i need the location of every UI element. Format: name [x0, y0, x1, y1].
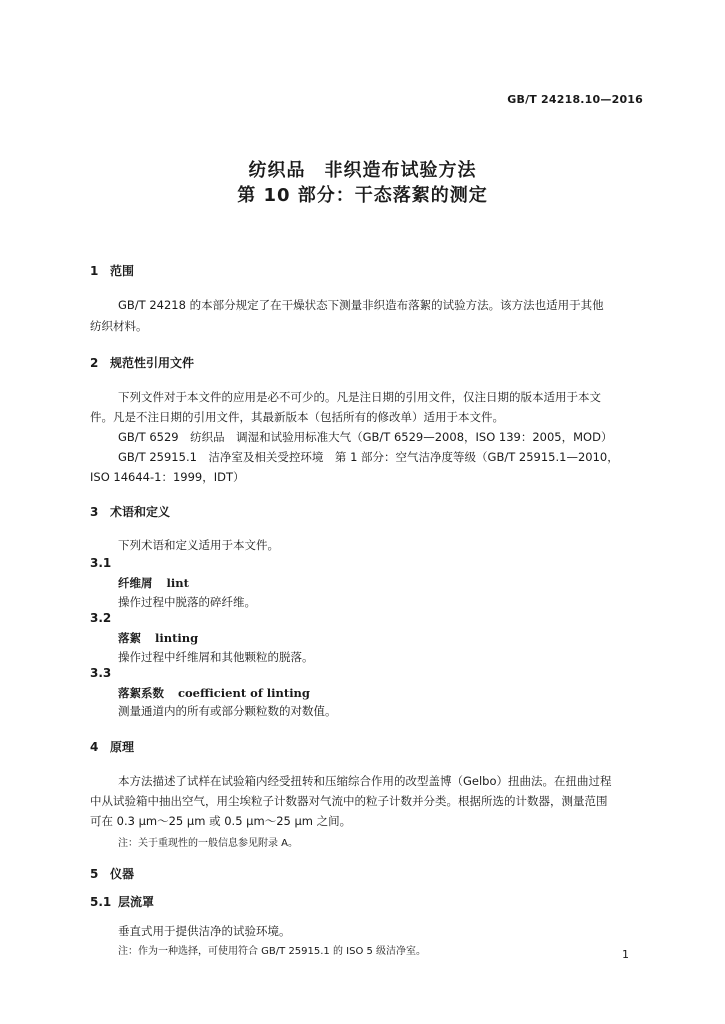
- document-code: GB/T 24218.10—2016: [507, 93, 643, 106]
- paragraph-line: GB/T 24218 的本部分规定了在干燥状态下测量非织造布落絮的试验方法。该方法也适用于其他: [118, 298, 604, 312]
- term-zh: 落絮: [118, 631, 141, 645]
- paragraph-line: 中从试验箱中抽出空气，用尘埃粒子计数器对气流中的粒子计数并分类。根据所选的计数器，测量范围: [90, 794, 608, 808]
- section-3-heading: [90, 503, 170, 520]
- section-title: 范围: [110, 264, 135, 278]
- term-number: 3.2: [90, 611, 112, 625]
- section-number: 3: [90, 505, 99, 519]
- section-1-heading: [90, 262, 134, 279]
- paragraph-line: 件。凡是不注日期的引用文件，其最新版本（包括所有的修改单）适用于本文件。: [90, 410, 504, 424]
- section-number: 5: [90, 867, 99, 881]
- reference-entry: GB/T 25915.1 洁净室及相关受控环境 第 1 部分：空气洁净度等级（GB/T 25915.1—2010，: [118, 450, 619, 464]
- page-number: 1: [622, 948, 629, 961]
- term-heading: [118, 575, 189, 591]
- paragraph-line: 下列文件对于本文件的应用是必不可少的。凡是注日期的引用文件，仅注日期的版本适用于本文: [118, 390, 601, 404]
- section-number: 1: [90, 264, 99, 278]
- term-heading: [118, 685, 310, 701]
- note: 注：关于重现性的一般信息参见附录 A。: [118, 838, 299, 849]
- term-number: 3.3: [90, 666, 112, 680]
- term-zh: 纤维屑: [118, 576, 153, 590]
- note: 注：作为一种选择，可使用符合 GB/T 25915.1 的 ISO 5 级洁净室。: [118, 946, 427, 957]
- term-en: coefficient of linting: [178, 686, 310, 700]
- document-title-line1: 纺织品 非织造布试验方法: [248, 160, 477, 181]
- paragraph-line: 可在 0.3 μm～25 μm 或 0.5 μm～25 μm 之间。: [90, 814, 352, 828]
- term-number: 3.1: [90, 556, 112, 570]
- paragraph-line: ISO 14644-1：1999，IDT）: [90, 470, 245, 484]
- term-en: linting: [155, 631, 199, 645]
- paragraph-line: 纺织材料。: [90, 319, 148, 333]
- term-definition: 测量通道内的所有或部分颗粒数的对数值。: [118, 704, 337, 718]
- section-number: 5.1: [90, 895, 112, 909]
- section-number: 4: [90, 740, 99, 754]
- section-number: 2: [90, 356, 99, 370]
- section-title: 术语和定义: [110, 505, 171, 519]
- section-title: 规范性引用文件: [110, 356, 195, 370]
- paragraph-line: 垂直式用于提供洁净的试验环境。: [118, 924, 291, 938]
- reference-entry: GB/T 6529 纺织品 调湿和试验用标准大气（GB/T 6529—2008，ISO 139：2005，MOD）: [118, 430, 613, 444]
- section-title: 原理: [110, 740, 135, 754]
- section-2-heading: [90, 354, 194, 371]
- section-4-heading: [90, 738, 134, 755]
- term-definition: 操作过程中纤维屑和其他颗粒的脱落。: [118, 650, 314, 664]
- section-title: 层流罩: [118, 895, 155, 909]
- paragraph-line: 下列术语和定义适用于本文件。: [118, 538, 279, 552]
- subsection-5-1-heading: [90, 893, 154, 910]
- paragraph-line: 本方法描述了试样在试验箱内经受扭转和压缩综合作用的改型盖博（Gelbo）扭曲法。在扭曲过程: [118, 774, 612, 788]
- term-heading: [118, 630, 198, 646]
- section-title: 仪器: [110, 867, 135, 881]
- section-5-heading: [90, 865, 134, 882]
- term-zh: 落絮系数: [118, 686, 164, 700]
- term-definition: 操作过程中脱落的碎纤维。: [118, 595, 256, 609]
- document-title-line2: 第 10 部分：干态落絮的测定: [237, 185, 488, 206]
- term-en: lint: [166, 576, 189, 590]
